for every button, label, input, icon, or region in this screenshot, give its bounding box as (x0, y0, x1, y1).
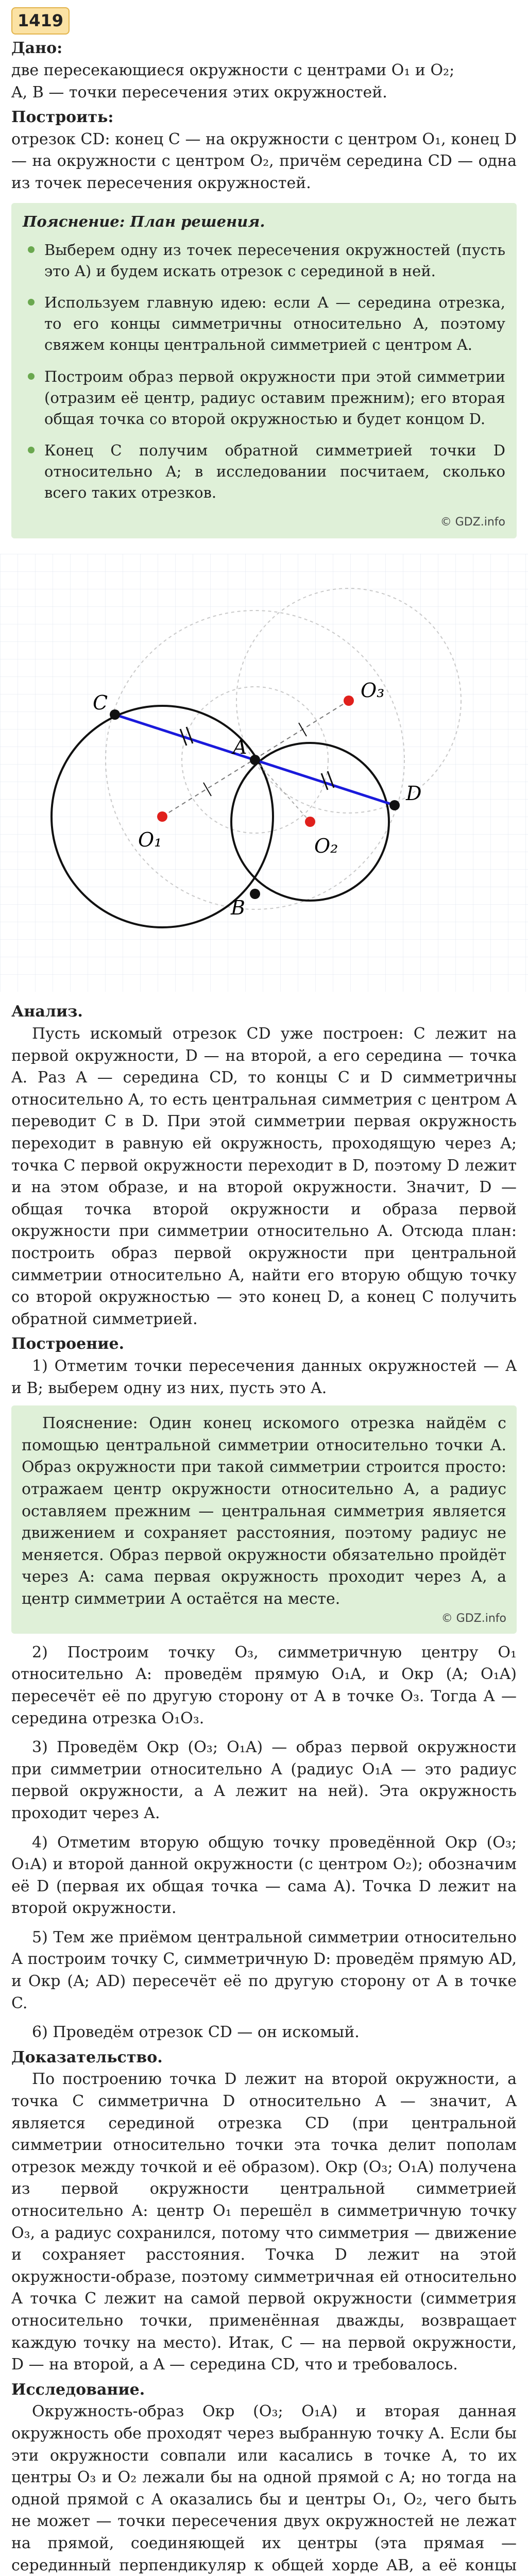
label-a: A (233, 735, 247, 758)
point-o2 (305, 817, 315, 827)
given-title: Дано: (11, 39, 63, 58)
construction-note (11, 1405, 517, 1634)
construction-step-3: 3) Проведём Окр (O₃; O₁A) — образ первой окружности при симметрии относительно A (радиус O₁A — это радиус первой окружности, а A лежит на ней). Эта окружность проходит через A. (11, 1738, 517, 1822)
analysis-text: Пусть искомый отрезок CD уже построен: C лежит на первой окружности, D — на второй, а его середина — точка A. Раз A — середина CD, то концы C и D симметричны относительно A, то есть центральная симметрия с центром A переводит C в D. При этой симметрии первая окружность переходит в равную ей окружность, проходящую через A; точка C первой окружности переходит в D, поэтому D лежит и на этом образе, и на второй окружности. Значит, D — общая точка второй окружности и образа первой окружности при симметрии относительно A. Отсюда план: построить образ первой окружности при центральной симметрии относительно A, найти его вторую общую точку со второй окружностью — это конец D, а конец C получить обратной симметрией. (11, 1025, 517, 1328)
label-o3: O₃ (361, 679, 385, 702)
given-line-1: две пересекающиеся окружности с центрами O₁ и O₂; (11, 61, 455, 80)
construction-step-5: 5) Тем же приёмом центральной симметрии относительно A построим точку C, симметричную D: проведём прямую AD, и Окр (A; AD) пересечёт её по другую сторону от A в точке C. (11, 1928, 517, 2012)
figure-svg (0, 554, 528, 992)
label-d: D (406, 782, 422, 805)
construction-title: Построение. (11, 1335, 125, 1353)
proof-text: По построению точка D лежит на второй окружности, а точка C симметрична D относительно A — значит, A является серединой отрезка CD (при центральной симметрии относительно точки эта точка делит пополам отрезок между точкой и её образом). Окр (O₃; O₁A) получена из первой окружности центральной симметрией относительно A: центр O₁ перешёл в симметричную точку O₃, а радиус сохранился, потому что симметрия — движение и сохраняет расстояния. Точка D лежит на этой окружности-образе, поэтому симметричная ей относительно A точка C лежит на самой первой окружности (симметрия относительно точки, применённая дважды, возвращает каждую точку на место). Итак, C — на первой окружности, D — на второй, а A — середина CD, что и требовалось. (11, 2070, 517, 2374)
construction-step-2: 2) Построим точку O₃, симметричную центру O₁ относительно A: проведём прямую O₁A, и Окр (A; O₁A) пересечёт её по другую сторону от A в точке O₃. Тогда A — середина отрезка O₁O₃. (11, 1643, 517, 1727)
plan-note (11, 203, 517, 538)
research-title: Исследование. (11, 2380, 145, 2399)
plan-item: Используем главную идею: если A — середина отрезка, то его концы симметричны относительно A, поэтому свяжем концы центральной симметрией с центром A. (23, 292, 505, 356)
plan-item: Конец C получим обратной симметрией точки D относительно A; в исследовании посчитаем, сколько всего таких отрезков. (23, 440, 505, 504)
point-o1 (157, 811, 167, 822)
construction-step-1: 1) Отметим точки пересечения данных окружностей — A и B; выберем одну из них, пусть это A. (11, 1357, 517, 1397)
point-a (250, 755, 260, 765)
problem-number-badge: 1419 (11, 7, 70, 35)
analysis-title: Анализ. (11, 1003, 83, 1021)
research-text-1: Окружность-образ Окр (O₃; O₁A) и вторая данная окружность обе проходят через выбранную точку A. Если бы эти окружности совпали или касались в точке A, то их центры O₃ и O₂ лежали бы на одной прямой с A; но тогда на одной прямой с A оказались бы и центры O₁, O₂, чего быть не может — точки пересечения двух окружностей не лежат на прямой, соединяющей их центры (эта прямая — серединный перпендикуляр к общей хорде AB, а её концы (11, 2402, 517, 2574)
proof-title: Доказательство. (11, 2048, 163, 2066)
point-b (250, 889, 260, 899)
label-o1: O₁ (138, 828, 162, 851)
geometry-figure (0, 554, 528, 998)
construct-text: отрезок CD: конец C — на окружности с центром O₁, конец D — на окружности с центром O₂, причём середина CD — одна из точек пересечения окружностей. (11, 130, 517, 192)
label-c: C (93, 691, 108, 714)
plan-item: Построим образ первой окружности при этой симметрии (отразим её центр, радиус оставим прежним); его вторая общая точка со второй окружностью и будет концом D. (23, 366, 505, 430)
construct-title: Построить: (11, 108, 114, 127)
label-b: B (231, 896, 245, 919)
plan-source: © GDZ.info (440, 515, 505, 529)
plan-title: Пояснение: План решения. (23, 212, 265, 230)
plan-list (23, 240, 505, 504)
point-d (389, 800, 400, 810)
construction-note-text: Пояснение: Один конец искомого отрезка найдём с помощью центральной симметрии относительно точки A. Образ окружности при такой симметрии строится просто: отражаем центр окружности относительно A, а радиус оставляем прежним — центральная симметрия является движением и сохраняет расстояния, поэтому радиус не меняется. Образ первой окружности обязательно пройдёт через A: сама первая окружность проходит через A, а центр симметрии A остаётся на месте. (22, 1414, 506, 1608)
construction-step-6: 6) Проведём отрезок CD — он искомый. (32, 2023, 360, 2042)
construction-step-4: 4) Отметим вторую общую точку проведённой Окр (O₃; O₁A) и второй данной окружности (с центром O₂); обозначим её D (первая их общая точка — сама A). Точка D лежит на второй окружности. (11, 1833, 517, 1918)
plan-item: Выберем одну из точек пересечения окружностей (пусть это A) и будем искать отрезок с серединой в ней. (23, 240, 505, 282)
point-o3 (344, 696, 354, 706)
given-line-2: A, B — точки пересечения этих окружностей. (11, 83, 387, 101)
point-c (110, 709, 120, 720)
construction-note-source: © GDZ.info (441, 1612, 506, 1625)
label-o2: O₂ (314, 834, 338, 857)
